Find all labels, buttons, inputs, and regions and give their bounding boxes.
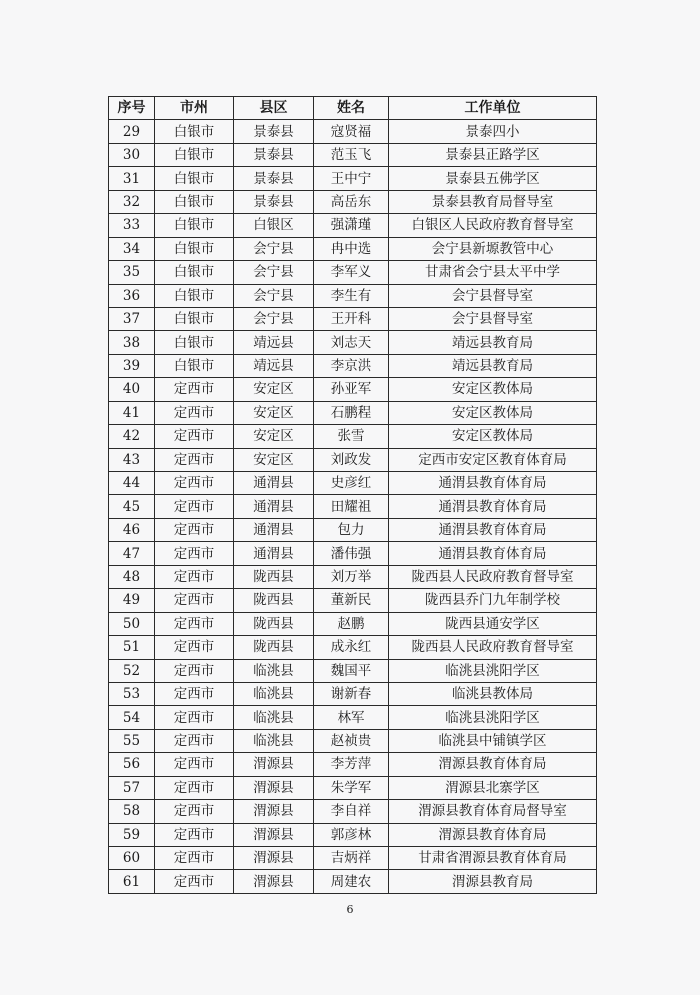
cell-city: 定西市 xyxy=(155,425,234,448)
cell-name: 刘志天 xyxy=(314,331,389,354)
cell-name: 朱学军 xyxy=(314,776,389,799)
personnel-table xyxy=(108,96,597,894)
cell-county: 白银区 xyxy=(234,214,314,237)
cell-workplace: 靖远县教育局 xyxy=(389,331,597,354)
cell-county: 靖远县 xyxy=(234,354,314,377)
cell-index: 40 xyxy=(109,378,155,401)
cell-index: 45 xyxy=(109,495,155,518)
cell-workplace: 安定区教体局 xyxy=(389,401,597,424)
cell-city: 白银市 xyxy=(155,120,234,143)
table-row xyxy=(109,401,597,424)
cell-name: 成永红 xyxy=(314,636,389,659)
cell-county: 渭源县 xyxy=(234,870,314,893)
table-header-row xyxy=(109,97,597,120)
cell-index: 36 xyxy=(109,284,155,307)
cell-index: 59 xyxy=(109,823,155,846)
header-name: 姓名 xyxy=(314,97,389,120)
cell-workplace: 甘肃省会宁县太平中学 xyxy=(389,261,597,284)
cell-name: 冉中选 xyxy=(314,237,389,260)
cell-city: 定西市 xyxy=(155,800,234,823)
cell-index: 39 xyxy=(109,354,155,377)
cell-county: 安定区 xyxy=(234,378,314,401)
cell-city: 定西市 xyxy=(155,565,234,588)
cell-city: 白银市 xyxy=(155,284,234,307)
cell-county: 会宁县 xyxy=(234,261,314,284)
table-row xyxy=(109,331,597,354)
cell-name: 范玉飞 xyxy=(314,143,389,166)
cell-name: 李京洪 xyxy=(314,354,389,377)
cell-city: 定西市 xyxy=(155,659,234,682)
cell-county: 景泰县 xyxy=(234,120,314,143)
cell-county: 通渭县 xyxy=(234,472,314,495)
cell-workplace: 渭源县北寨学区 xyxy=(389,776,597,799)
cell-name: 刘万举 xyxy=(314,565,389,588)
table-row xyxy=(109,518,597,541)
cell-index: 60 xyxy=(109,847,155,870)
table-row xyxy=(109,237,597,260)
cell-workplace: 陇西县人民政府教育督导室 xyxy=(389,565,597,588)
cell-city: 定西市 xyxy=(155,589,234,612)
cell-city: 定西市 xyxy=(155,870,234,893)
cell-county: 会宁县 xyxy=(234,284,314,307)
cell-name: 李芳萍 xyxy=(314,753,389,776)
cell-index: 49 xyxy=(109,589,155,612)
cell-city: 白银市 xyxy=(155,143,234,166)
table-row xyxy=(109,800,597,823)
cell-name: 刘政发 xyxy=(314,448,389,471)
table-row xyxy=(109,120,597,143)
cell-workplace: 景泰县五佛学区 xyxy=(389,167,597,190)
cell-name: 魏国平 xyxy=(314,659,389,682)
cell-workplace: 渭源县教育体育局 xyxy=(389,823,597,846)
cell-workplace: 陇西县乔门九年制学校 xyxy=(389,589,597,612)
table-row xyxy=(109,354,597,377)
cell-county: 景泰县 xyxy=(234,167,314,190)
cell-workplace: 安定区教体局 xyxy=(389,425,597,448)
cell-index: 37 xyxy=(109,307,155,330)
cell-county: 陇西县 xyxy=(234,612,314,635)
cell-workplace: 会宁县督导室 xyxy=(389,284,597,307)
cell-city: 定西市 xyxy=(155,542,234,565)
cell-index: 46 xyxy=(109,518,155,541)
cell-name: 赵祯贵 xyxy=(314,729,389,752)
table-row xyxy=(109,612,597,635)
cell-county: 靖远县 xyxy=(234,331,314,354)
cell-name: 董新民 xyxy=(314,589,389,612)
table-row xyxy=(109,284,597,307)
header-city: 市州 xyxy=(155,97,234,120)
cell-workplace: 临洮县洮阳学区 xyxy=(389,706,597,729)
cell-name: 张雪 xyxy=(314,425,389,448)
cell-county: 临洮县 xyxy=(234,706,314,729)
cell-county: 通渭县 xyxy=(234,518,314,541)
cell-workplace: 靖远县教育局 xyxy=(389,354,597,377)
cell-name: 史彦红 xyxy=(314,472,389,495)
cell-name: 寇贤福 xyxy=(314,120,389,143)
table-row xyxy=(109,682,597,705)
cell-city: 定西市 xyxy=(155,729,234,752)
table-row xyxy=(109,706,597,729)
table-row xyxy=(109,448,597,471)
cell-name: 林军 xyxy=(314,706,389,729)
cell-name: 强潇瑾 xyxy=(314,214,389,237)
table-row xyxy=(109,565,597,588)
cell-city: 白银市 xyxy=(155,354,234,377)
cell-city: 定西市 xyxy=(155,495,234,518)
table-row xyxy=(109,729,597,752)
table-row xyxy=(109,589,597,612)
cell-index: 30 xyxy=(109,143,155,166)
cell-county: 景泰县 xyxy=(234,190,314,213)
cell-city: 定西市 xyxy=(155,753,234,776)
cell-index: 44 xyxy=(109,472,155,495)
table-body xyxy=(109,120,597,893)
cell-index: 29 xyxy=(109,120,155,143)
cell-county: 陇西县 xyxy=(234,589,314,612)
cell-workplace: 白银区人民政府教育督导室 xyxy=(389,214,597,237)
cell-county: 渭源县 xyxy=(234,847,314,870)
cell-city: 定西市 xyxy=(155,378,234,401)
cell-city: 定西市 xyxy=(155,823,234,846)
cell-name: 吉炳祥 xyxy=(314,847,389,870)
cell-index: 35 xyxy=(109,261,155,284)
cell-index: 50 xyxy=(109,612,155,635)
cell-county: 临洮县 xyxy=(234,659,314,682)
table-row xyxy=(109,214,597,237)
cell-workplace: 景泰县教育局督导室 xyxy=(389,190,597,213)
table-row xyxy=(109,776,597,799)
cell-county: 渭源县 xyxy=(234,753,314,776)
cell-index: 32 xyxy=(109,190,155,213)
cell-city: 白银市 xyxy=(155,261,234,284)
cell-city: 白银市 xyxy=(155,307,234,330)
cell-index: 34 xyxy=(109,237,155,260)
cell-workplace: 会宁县督导室 xyxy=(389,307,597,330)
cell-index: 31 xyxy=(109,167,155,190)
cell-county: 渭源县 xyxy=(234,776,314,799)
cell-city: 定西市 xyxy=(155,636,234,659)
cell-name: 李军义 xyxy=(314,261,389,284)
cell-county: 陇西县 xyxy=(234,636,314,659)
cell-county: 通渭县 xyxy=(234,495,314,518)
cell-city: 定西市 xyxy=(155,518,234,541)
cell-workplace: 陇西县人民政府教育督导室 xyxy=(389,636,597,659)
cell-name: 王开科 xyxy=(314,307,389,330)
cell-city: 定西市 xyxy=(155,847,234,870)
table-row xyxy=(109,472,597,495)
cell-workplace: 安定区教体局 xyxy=(389,378,597,401)
cell-workplace: 甘肃省渭源县教育体育局 xyxy=(389,847,597,870)
header-index: 序号 xyxy=(109,97,155,120)
cell-county: 安定区 xyxy=(234,448,314,471)
cell-name: 李生有 xyxy=(314,284,389,307)
cell-index: 51 xyxy=(109,636,155,659)
page-number: 6 xyxy=(346,903,354,916)
cell-index: 54 xyxy=(109,706,155,729)
cell-index: 41 xyxy=(109,401,155,424)
cell-city: 定西市 xyxy=(155,682,234,705)
cell-name: 郭彦林 xyxy=(314,823,389,846)
cell-name: 谢新春 xyxy=(314,682,389,705)
cell-index: 47 xyxy=(109,542,155,565)
cell-county: 渭源县 xyxy=(234,823,314,846)
table-row xyxy=(109,261,597,284)
cell-city: 定西市 xyxy=(155,612,234,635)
table-row xyxy=(109,636,597,659)
cell-name: 王中宁 xyxy=(314,167,389,190)
cell-index: 52 xyxy=(109,659,155,682)
cell-county: 渭源县 xyxy=(234,800,314,823)
cell-index: 48 xyxy=(109,565,155,588)
cell-workplace: 通渭县教育体育局 xyxy=(389,518,597,541)
cell-city: 白银市 xyxy=(155,167,234,190)
cell-index: 56 xyxy=(109,753,155,776)
cell-name: 潘伟强 xyxy=(314,542,389,565)
table-row xyxy=(109,847,597,870)
cell-workplace: 通渭县教育体育局 xyxy=(389,472,597,495)
table-row xyxy=(109,659,597,682)
cell-county: 临洮县 xyxy=(234,682,314,705)
table-row xyxy=(109,823,597,846)
cell-workplace: 渭源县教育体育局 xyxy=(389,753,597,776)
cell-index: 38 xyxy=(109,331,155,354)
cell-city: 定西市 xyxy=(155,776,234,799)
cell-workplace: 渭源县教育局 xyxy=(389,870,597,893)
cell-workplace: 渭源县教育体育局督导室 xyxy=(389,800,597,823)
cell-city: 白银市 xyxy=(155,331,234,354)
cell-county: 会宁县 xyxy=(234,237,314,260)
cell-city: 定西市 xyxy=(155,706,234,729)
cell-index: 57 xyxy=(109,776,155,799)
cell-workplace: 景泰四小 xyxy=(389,120,597,143)
table-row xyxy=(109,190,597,213)
cell-workplace: 定西市安定区教育体育局 xyxy=(389,448,597,471)
cell-city: 白银市 xyxy=(155,214,234,237)
table-row xyxy=(109,753,597,776)
cell-name: 李自祥 xyxy=(314,800,389,823)
cell-index: 33 xyxy=(109,214,155,237)
cell-index: 53 xyxy=(109,682,155,705)
cell-workplace: 通渭县教育体育局 xyxy=(389,542,597,565)
table-row xyxy=(109,167,597,190)
cell-workplace: 会宁县新塬教管中心 xyxy=(389,237,597,260)
cell-name: 田耀祖 xyxy=(314,495,389,518)
cell-name: 高岳东 xyxy=(314,190,389,213)
table-row xyxy=(109,378,597,401)
table-row xyxy=(109,542,597,565)
cell-name: 赵鹏 xyxy=(314,612,389,635)
cell-workplace: 临洮县中铺镇学区 xyxy=(389,729,597,752)
cell-name: 石鹏程 xyxy=(314,401,389,424)
cell-workplace: 临洮县洮阳学区 xyxy=(389,659,597,682)
cell-county: 通渭县 xyxy=(234,542,314,565)
cell-county: 会宁县 xyxy=(234,307,314,330)
cell-name: 周建农 xyxy=(314,870,389,893)
cell-county: 陇西县 xyxy=(234,565,314,588)
cell-index: 61 xyxy=(109,870,155,893)
cell-index: 42 xyxy=(109,425,155,448)
header-workplace: 工作单位 xyxy=(389,97,597,120)
cell-workplace: 陇西县通安学区 xyxy=(389,612,597,635)
cell-name: 孙亚军 xyxy=(314,378,389,401)
table-row xyxy=(109,870,597,893)
cell-county: 临洮县 xyxy=(234,729,314,752)
cell-workplace: 临洮县教体局 xyxy=(389,682,597,705)
table-row xyxy=(109,495,597,518)
cell-city: 白银市 xyxy=(155,190,234,213)
cell-index: 58 xyxy=(109,800,155,823)
cell-city: 定西市 xyxy=(155,401,234,424)
cell-workplace: 通渭县教育体育局 xyxy=(389,495,597,518)
cell-index: 55 xyxy=(109,729,155,752)
cell-city: 白银市 xyxy=(155,237,234,260)
table-row xyxy=(109,143,597,166)
header-county: 县区 xyxy=(234,97,314,120)
cell-county: 景泰县 xyxy=(234,143,314,166)
cell-city: 定西市 xyxy=(155,472,234,495)
table-row xyxy=(109,307,597,330)
cell-county: 安定区 xyxy=(234,401,314,424)
cell-county: 安定区 xyxy=(234,425,314,448)
cell-workplace: 景泰县正路学区 xyxy=(389,143,597,166)
table-row xyxy=(109,425,597,448)
cell-index: 43 xyxy=(109,448,155,471)
cell-city: 定西市 xyxy=(155,448,234,471)
cell-name: 包力 xyxy=(314,518,389,541)
